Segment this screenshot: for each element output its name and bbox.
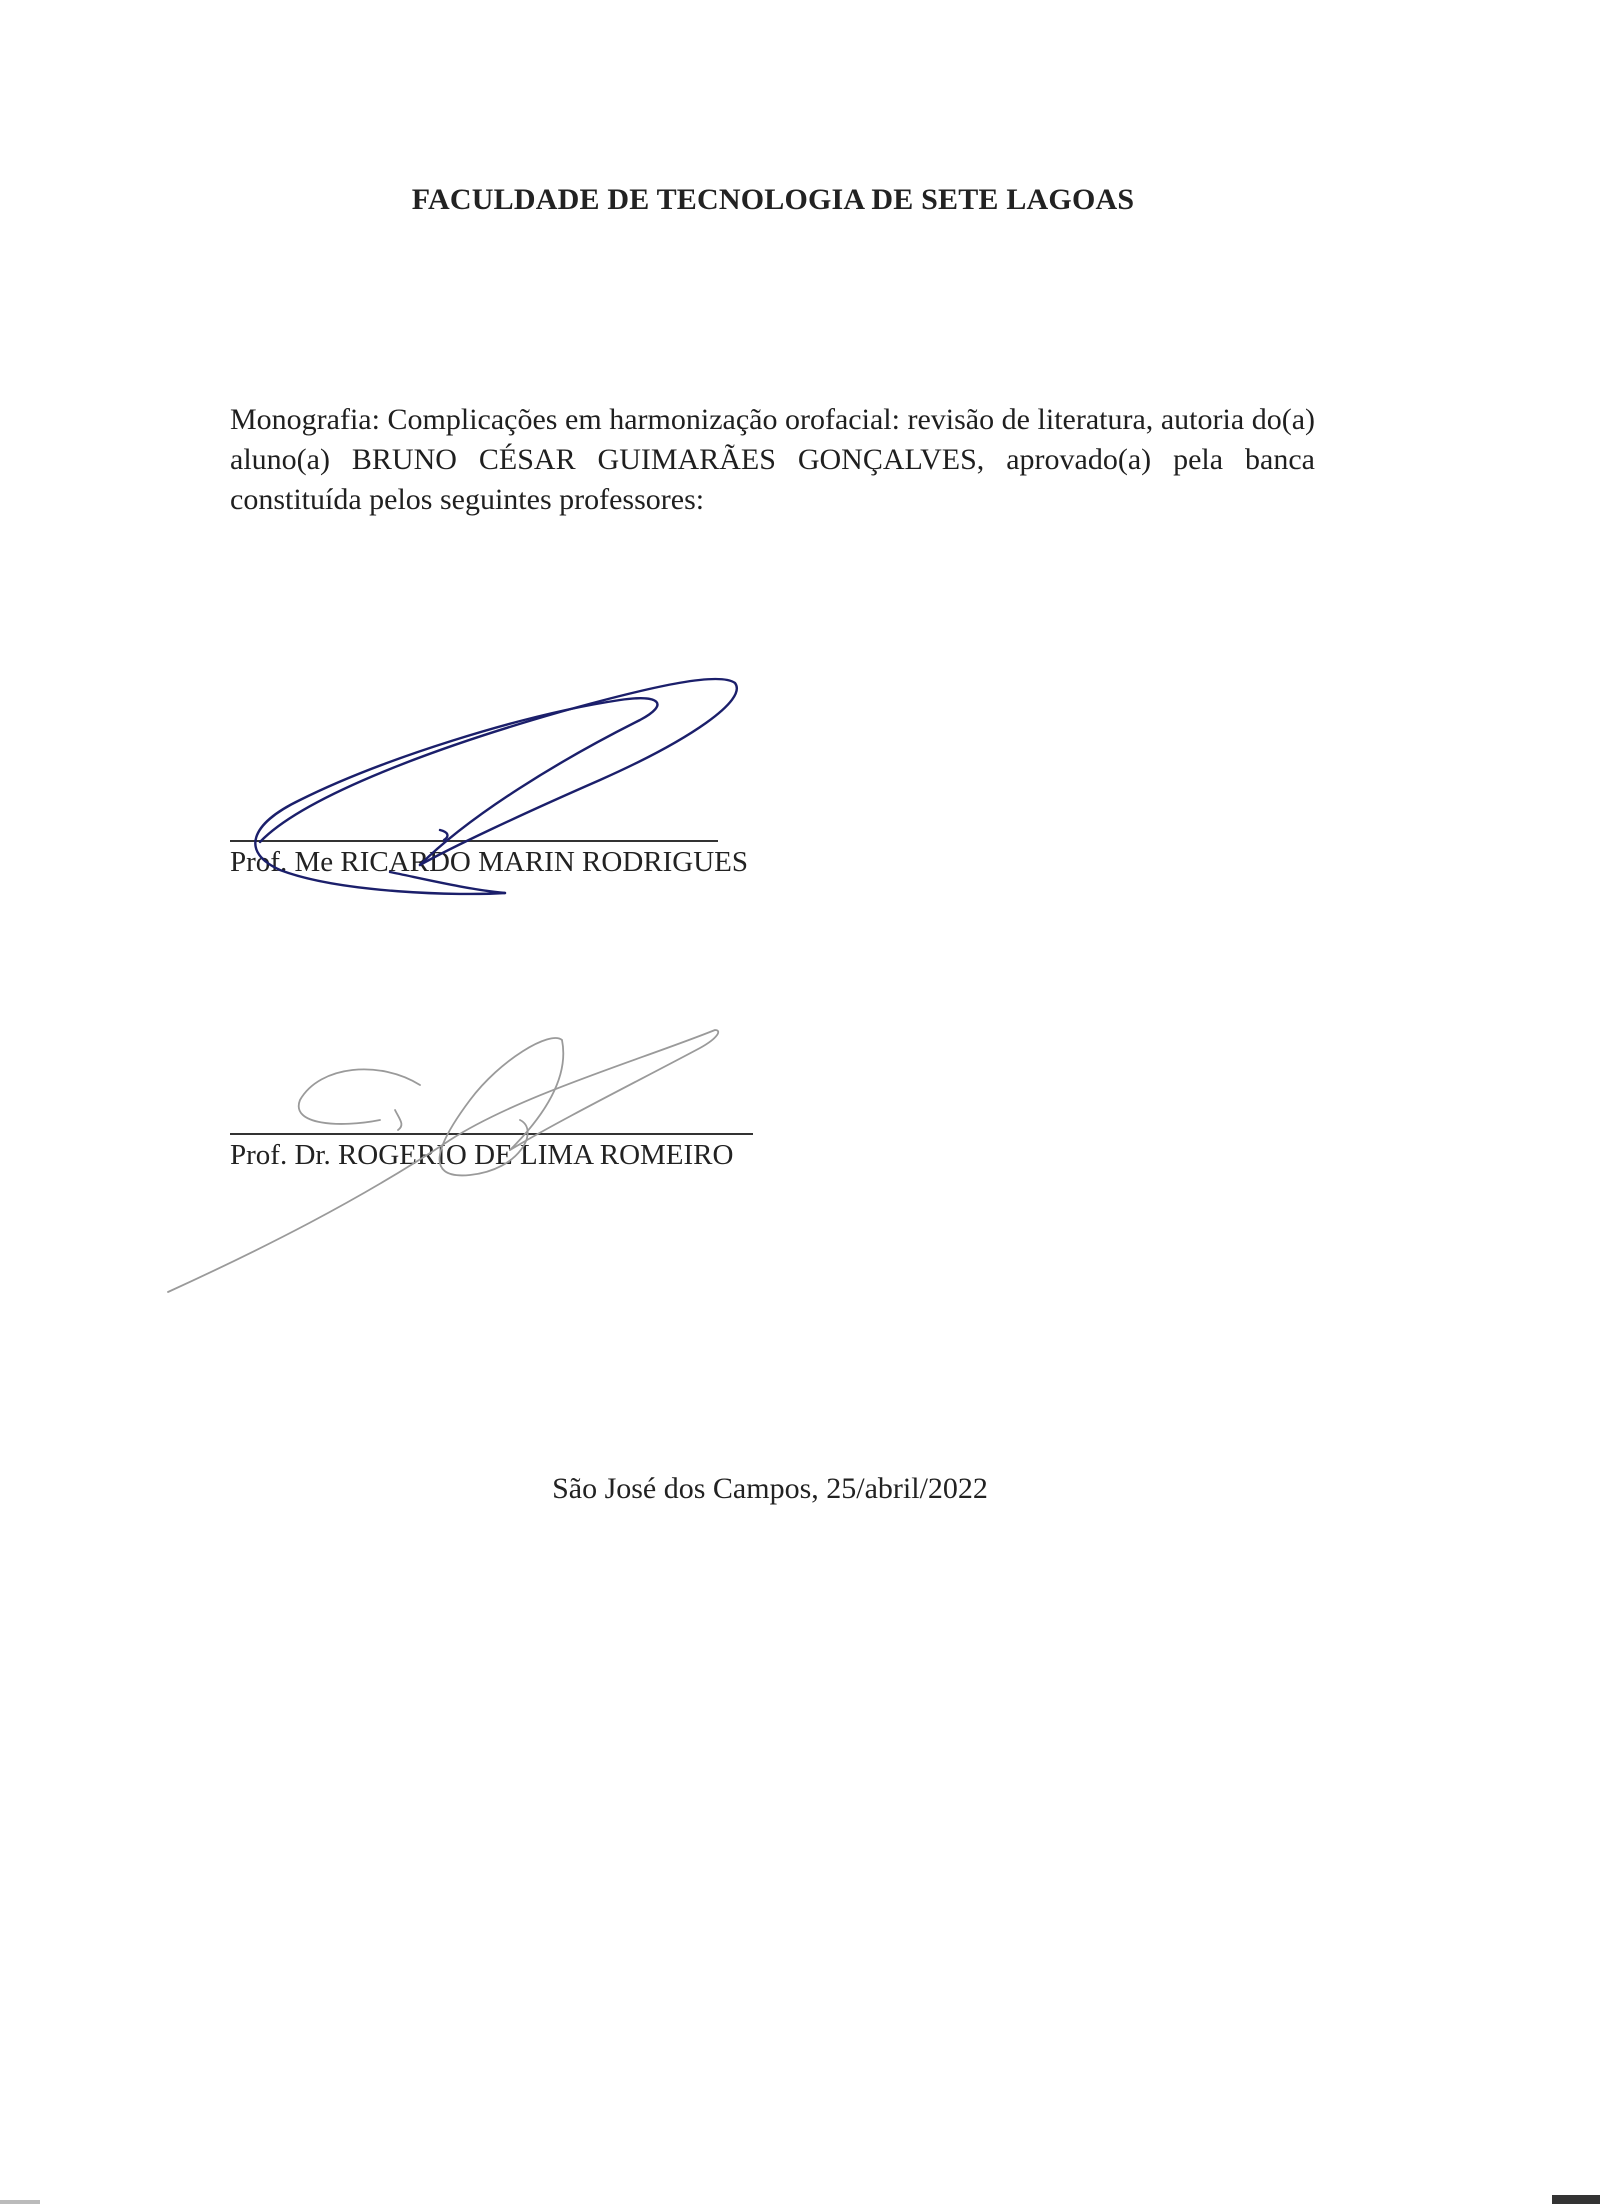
- signature-line: [230, 1133, 753, 1135]
- signature-line: [230, 840, 718, 842]
- examiner-2-name: Prof. Dr. ROGERIO DE LIMA ROMEIRO: [230, 1139, 734, 1171]
- place-and-date: São José dos Campos, 25/abril/2022: [552, 1472, 988, 1505]
- examiner-2-signature-block: [230, 1133, 753, 1172]
- examiner-1-signature-block: [230, 840, 748, 879]
- institution-title: FACULDADE DE TECNOLOGIA DE SETE LAGOAS: [411, 183, 1135, 216]
- examiner-1-name: Prof. Me RICARDO MARIN RODRIGUES: [230, 846, 748, 878]
- approval-statement: Monografia: Complicações em harmonização orofacial: revisão de literatura, autoria do(a) aluno(a) BRUNO CÉSAR GUIMARÃES GONÇALVES, aprovado(a) pela banca constituída pelos seguintes professores:: [230, 403, 1315, 516]
- scan-edge-mark: [1552, 2195, 1600, 2204]
- scan-edge-mark: [0, 2200, 40, 2204]
